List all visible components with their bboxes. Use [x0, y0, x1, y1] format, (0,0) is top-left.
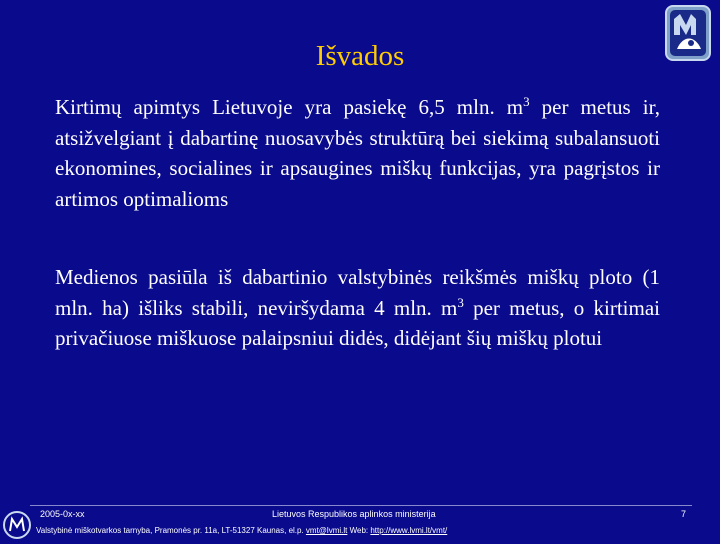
- agency-emblem-icon: [2, 510, 32, 540]
- footer-divider: [30, 505, 692, 506]
- footer-address-text: Valstybinė miškotvarkos tarnyba, Pramonės pr. 11a, LT-51327 Kaunas, el.p.: [36, 526, 306, 535]
- paragraph-1-text-end: per metus ir, atsižvelgiant į dabartinę nuosavybės struktūrą bei siekimą subalansuoti ekonomines, socialines ir apsaugines miškų funkcijas, yra pagrįstos ir artimos optimalioms: [55, 95, 660, 211]
- footer-email-link[interactable]: vmt@lvmi.lt: [305, 526, 348, 535]
- paragraph-1-superscript: 3: [523, 94, 530, 109]
- paragraph-2-text-end: per metus, o kirtimai privačiuose miškuose palaipsniui didės, didėjant šių miškų plotui: [55, 295, 660, 350]
- footer-web-label: Web:: [347, 526, 371, 535]
- conclusion-paragraph-2: [55, 262, 660, 354]
- footer-date: 2005-0x-xx: [40, 509, 85, 519]
- footer-web-link[interactable]: http://www.lvmi.lt/vmt/: [370, 526, 448, 535]
- paragraph-1-text-start: Kirtimų apimtys Lietuvoje yra pasiekę 6,5 mln. m: [55, 95, 524, 119]
- conclusion-paragraph-1: [55, 92, 660, 214]
- paragraph-2-text-start: Medienos pasiūla iš dabartinio valstybinės reikšmės miškų ploto (1 mln. ha) išliks stabili, neviršydama 4 mln. m: [55, 265, 660, 320]
- page-number: 7: [681, 509, 687, 519]
- paragraph-2-superscript: 3: [457, 294, 464, 310]
- footer-ministry: Lietuvos Respublikos aplinkos ministerija: [272, 509, 436, 519]
- slide-title: Išvados: [315, 40, 405, 72]
- footer-address: [36, 526, 447, 535]
